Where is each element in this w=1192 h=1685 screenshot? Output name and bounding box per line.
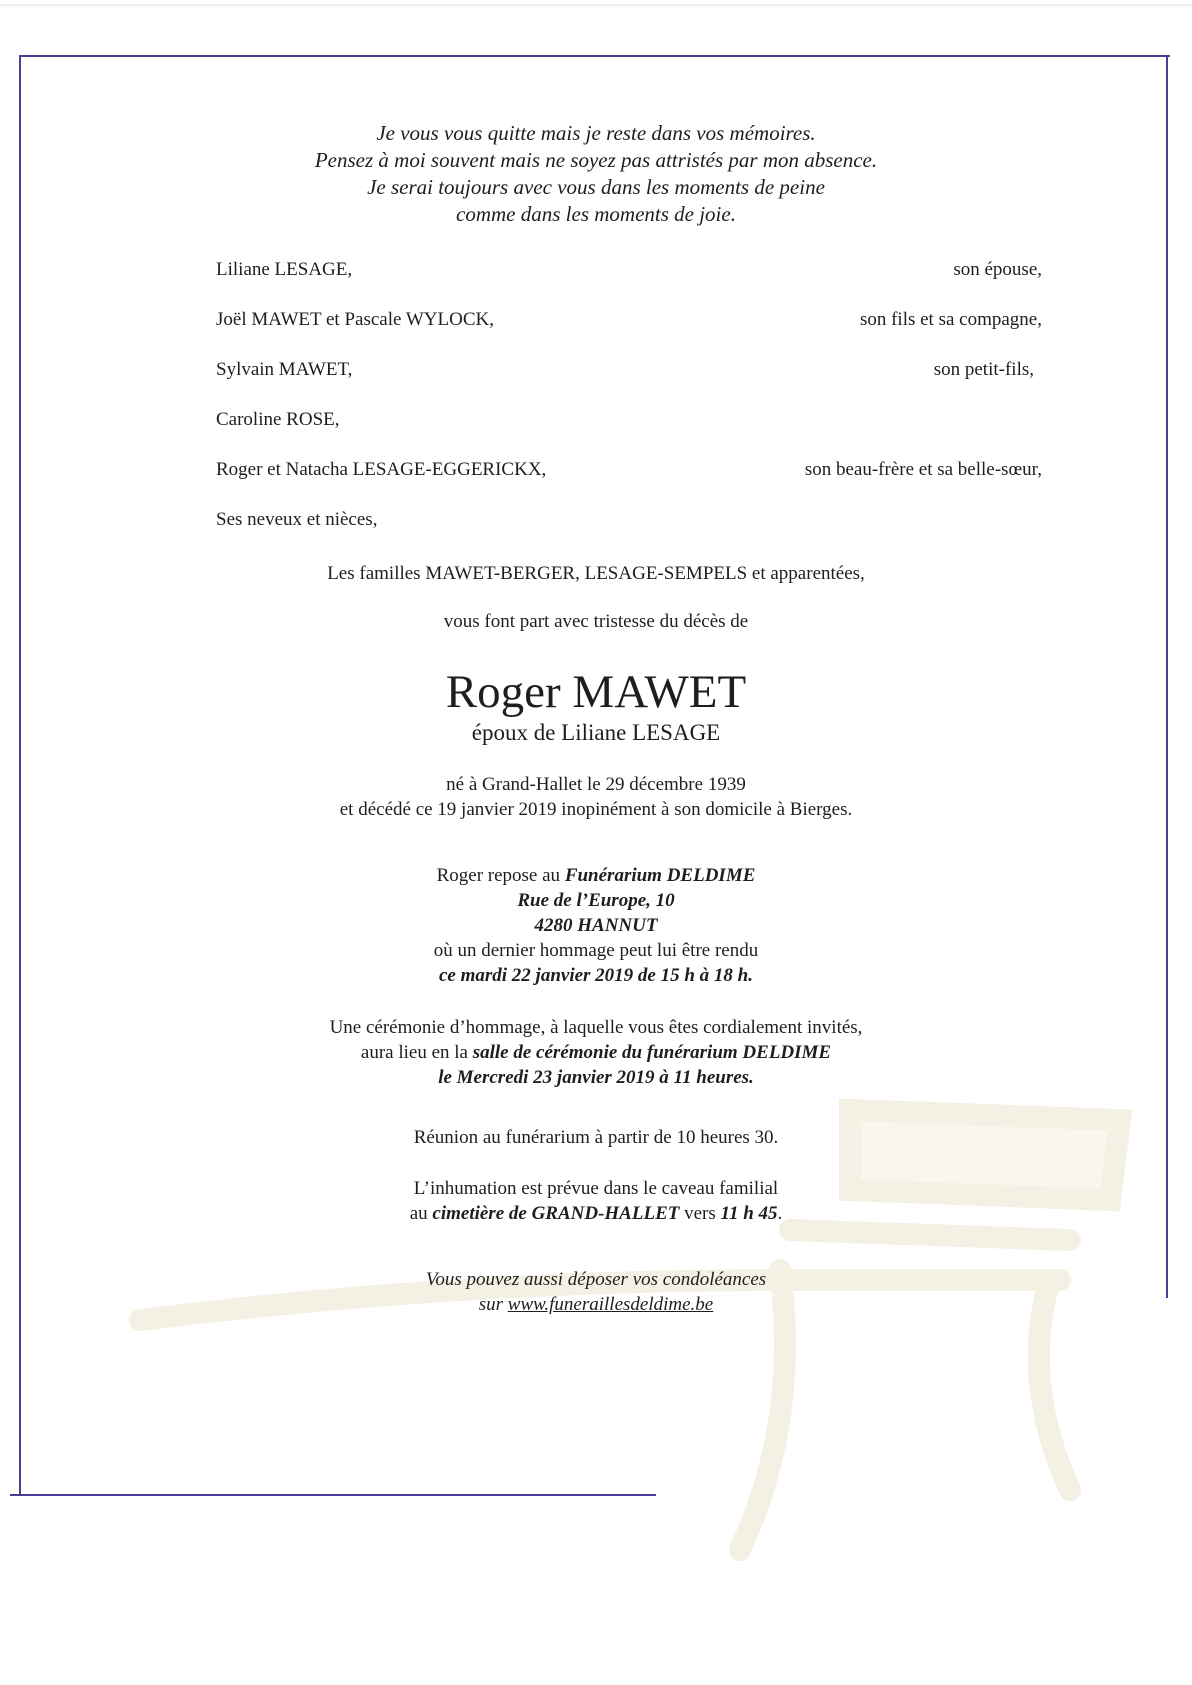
visitation-street: Rue de l’Europe, 10 bbox=[517, 890, 675, 911]
family-row bbox=[216, 508, 1042, 532]
visitation-when: ce mardi 22 janvier 2019 de 15 h à 18 h. bbox=[438, 965, 754, 986]
visitation-tribute: où un dernier hommage peut lui être rendu bbox=[433, 940, 759, 961]
family-row bbox=[216, 408, 1042, 432]
visitation-city: 4280 HANNUT bbox=[534, 915, 658, 936]
family-row bbox=[216, 308, 1042, 332]
families-line: Les familles MAWET-BERGER, LESAGE-SEMPELS et apparentées, bbox=[327, 563, 865, 584]
family-member-name: Ses neveux et nièces, bbox=[216, 509, 378, 530]
family-row bbox=[216, 358, 1042, 382]
family-relation: son petit-fils, bbox=[933, 359, 1034, 380]
burial-time: 11 h 45 bbox=[720, 1203, 778, 1224]
burial-suffix: . bbox=[777, 1203, 783, 1224]
visitation-place-line bbox=[0, 864, 1192, 888]
death-line: et décédé ce 19 janvier 2019 inopinément à son domicile à Bierges. bbox=[339, 799, 853, 820]
family-relation: son fils et sa compagne, bbox=[859, 309, 1042, 330]
visitation-place: Funérarium DELDIME bbox=[564, 865, 756, 886]
family-member-name: Caroline ROSE, bbox=[216, 409, 340, 430]
frame-border-top bbox=[20, 55, 1170, 57]
poem bbox=[0, 120, 1192, 228]
family-member-name: Roger et Natacha LESAGE-EGGERICKX, bbox=[216, 459, 547, 480]
poem-line: Je vous vous quitte mais je reste dans vos mémoires. bbox=[376, 121, 816, 145]
burial-middle: vers bbox=[679, 1203, 721, 1224]
family-row bbox=[216, 258, 1042, 282]
family-relation: son beau-frère et sa belle-sœur, bbox=[804, 459, 1042, 480]
bench-watermark-icon bbox=[60, 1080, 1192, 1580]
poem-line: Pensez à moi souvent mais ne soyez pas attristés par mon absence. bbox=[314, 148, 878, 172]
poem-line: comme dans les moments de joie. bbox=[456, 202, 736, 226]
poem-line: Je serai toujours avec vous dans les moments de peine bbox=[367, 175, 825, 199]
family-member-name: Sylvain MAWET, bbox=[216, 359, 353, 380]
condolences-prefix: sur bbox=[478, 1294, 508, 1315]
family-member-name: Joël MAWET et Pascale WYLOCK, bbox=[216, 309, 494, 330]
birth-line: né à Grand-Hallet le 29 décembre 1939 bbox=[446, 774, 746, 795]
ceremony-place: salle de cérémonie du funérarium DELDIME bbox=[472, 1042, 832, 1063]
burial-place: cimetière de GRAND-HALLET bbox=[432, 1203, 680, 1224]
visitation-intro: Roger repose au bbox=[436, 865, 565, 886]
burial-prefix: au bbox=[409, 1203, 433, 1224]
deceased-name: Roger MAWET bbox=[445, 666, 747, 718]
burial-line-1: L’inhumation est prévue dans le caveau familial bbox=[413, 1178, 779, 1199]
frame-border-bottom bbox=[10, 1494, 656, 1496]
scan-edge-shadow bbox=[0, 4, 1192, 8]
condolences-line-2 bbox=[0, 1293, 1192, 1317]
meeting-line: Réunion au funérarium à partir de 10 heures 30. bbox=[413, 1127, 779, 1148]
announcement-line: vous font part avec tristesse du décès de bbox=[443, 611, 749, 632]
deceased-spouse: époux de Liliane LESAGE bbox=[471, 720, 721, 745]
ceremony-prefix: aura lieu en la bbox=[360, 1042, 473, 1063]
ceremony-line-1: Une cérémonie d’hommage, à laquelle vous êtes cordialement invités, bbox=[329, 1017, 863, 1038]
family-row bbox=[216, 458, 1042, 482]
condolences-website-link[interactable]: www.funeraillesdeldime.be bbox=[507, 1294, 714, 1315]
ceremony-line-3: le Mercredi 23 janvier 2019 à 11 heures. bbox=[438, 1067, 754, 1088]
condolences-line-1: Vous pouvez aussi déposer vos condoléances bbox=[425, 1269, 767, 1290]
family-relation: son épouse, bbox=[953, 259, 1042, 280]
burial-line-2 bbox=[0, 1202, 1192, 1226]
family-member-name: Liliane LESAGE, bbox=[216, 259, 353, 280]
ceremony-line-2 bbox=[0, 1041, 1192, 1065]
